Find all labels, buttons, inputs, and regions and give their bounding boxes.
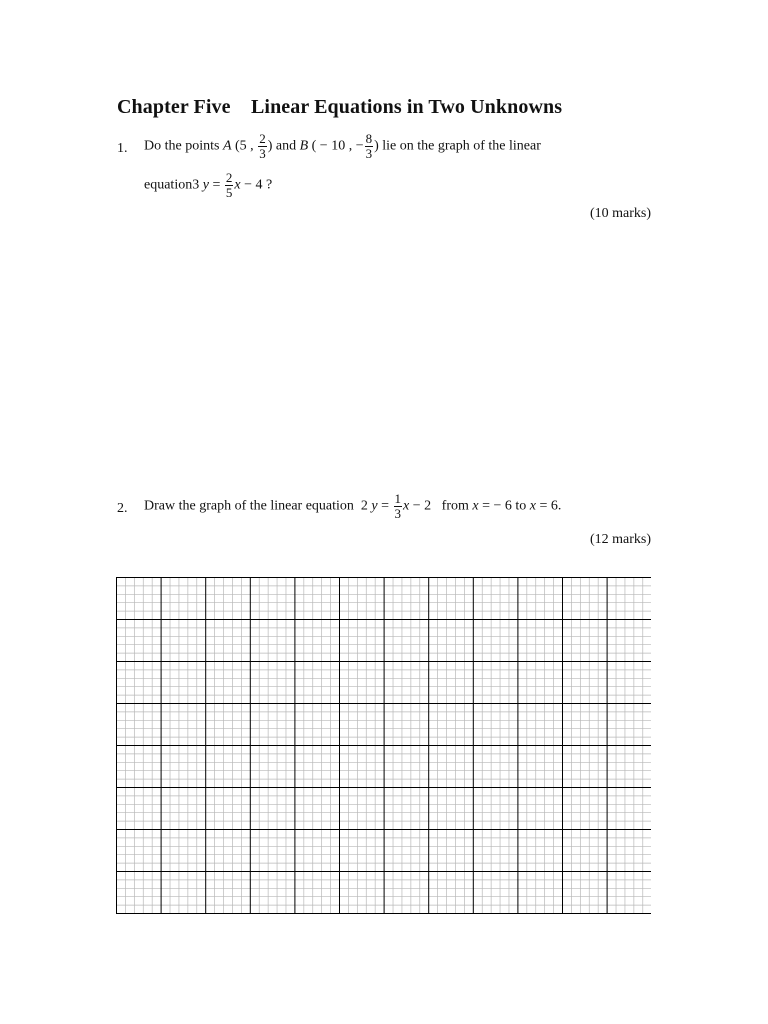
q2-text-start: Draw the graph of the linear equation — [144, 498, 354, 514]
q1-eq-numerator: 2 — [225, 170, 233, 185]
question-2-marks: (12 marks) — [589, 532, 651, 547]
q1-eq-lhs: 3 — [192, 177, 200, 193]
q1-point-a-x: (5 , — [235, 138, 254, 154]
q1-point-b-name: B — [299, 138, 309, 154]
q2-eq-lhs: 2 — [360, 498, 368, 514]
q1-point-b-y-numerator: 8 — [365, 131, 373, 146]
q2-range-x2-var: x — [529, 498, 537, 514]
question-1-marks: (10 marks) — [589, 206, 651, 221]
q2-from-text: from — [441, 498, 469, 514]
q2-eq-numerator: 1 — [394, 491, 402, 506]
question-2-line — [144, 492, 561, 521]
question-1-line-1 — [144, 132, 541, 161]
q1-line2-start: equation — [144, 177, 193, 193]
question-1-number: 1. — [117, 141, 128, 156]
q1-point-b-x: ( − 10 , — [311, 138, 353, 154]
q1-point-a-y-denominator: 3 — [259, 146, 266, 161]
q1-eq-var-y: y — [202, 177, 209, 193]
q2-eq-var-y: y — [371, 498, 378, 514]
q2-eq-fraction — [394, 492, 403, 521]
q1-point-b-y-sign: − — [355, 138, 364, 154]
q2-range-x1-var: x — [472, 498, 479, 514]
q1-point-a-y-numerator: 2 — [259, 131, 266, 146]
graph-paper — [116, 577, 652, 915]
q1-eq-equals: = — [212, 177, 221, 193]
q2-eq-denominator: 3 — [394, 506, 402, 521]
question-1-line-2 — [144, 171, 272, 200]
q1-text-end: ) lie on the graph of the linear — [374, 138, 541, 154]
q1-point-a-name: A — [222, 138, 232, 154]
q1-and-text: ) and — [267, 138, 297, 154]
q2-eq-equals: = — [381, 498, 390, 514]
question-2-number: 2. — [117, 501, 128, 516]
q1-point-b-y-denominator: 3 — [365, 146, 373, 161]
q1-point-a-y-fraction — [258, 132, 267, 161]
q1-eq-fraction — [225, 171, 234, 200]
q2-eq-rest: − 2 — [412, 498, 432, 514]
q2-range-x2: = 6. — [539, 498, 562, 514]
q1-eq-rest: − 4 ? — [244, 177, 273, 193]
q1-eq-var-x: x — [234, 177, 241, 193]
q1-text-start: Do the points — [144, 138, 220, 154]
q1-eq-denominator: 5 — [225, 185, 233, 200]
q2-range-x1: = − 6 to — [482, 498, 527, 514]
q2-eq-var-x: x — [403, 498, 410, 514]
page-title: Chapter Five Linear Equations in Two Unknowns — [117, 96, 563, 118]
q1-point-b-y-fraction — [365, 132, 374, 161]
